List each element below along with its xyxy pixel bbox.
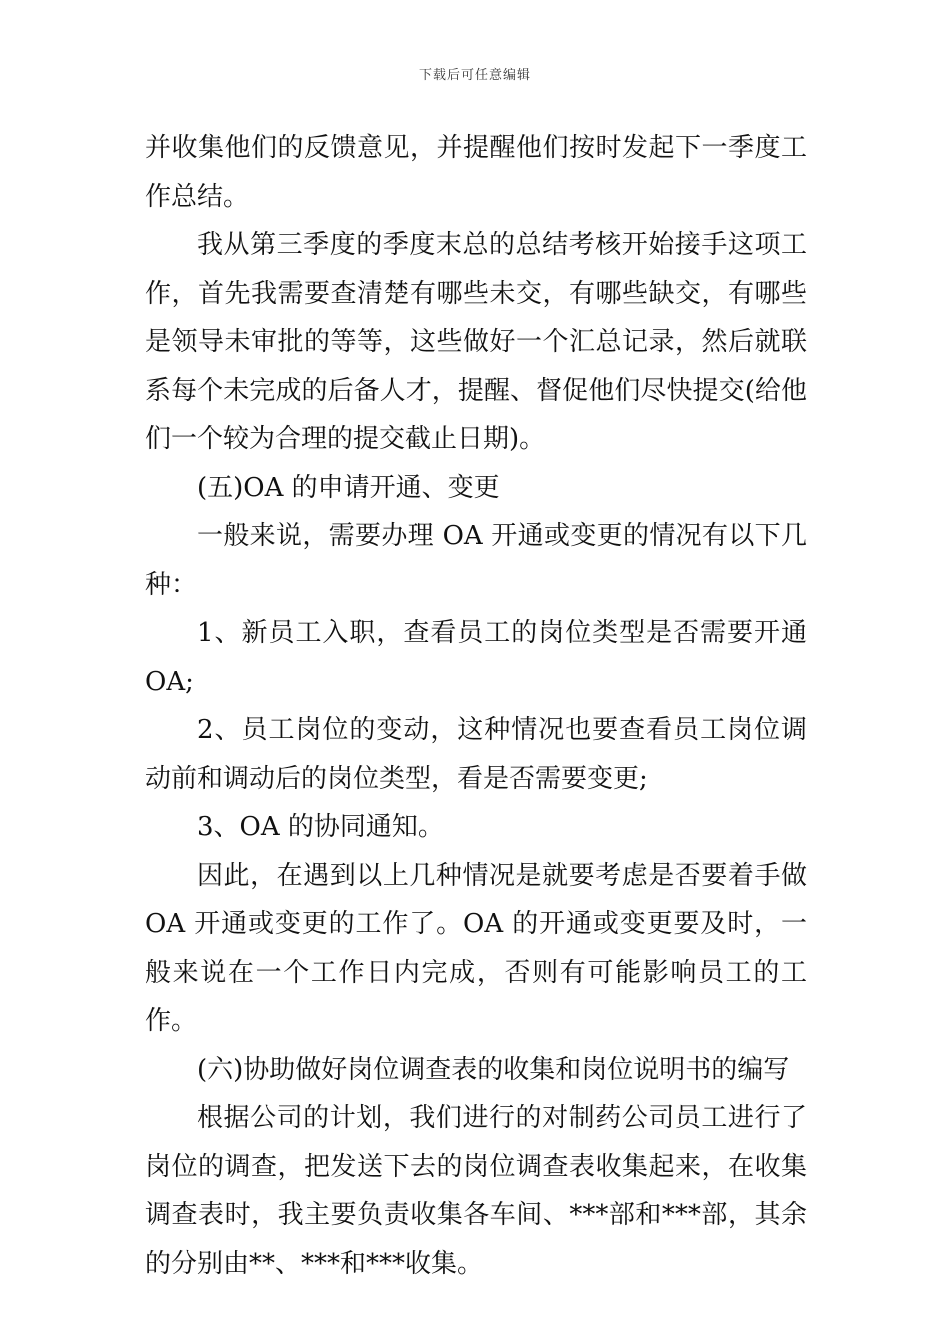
list-item: 1、新员工入职，查看员工的岗位类型是否需要开通OA;	[145, 618, 807, 697]
page-header: 下载后可任意编辑	[418, 68, 531, 83]
section-heading: (五)OA 的申请开通、变更	[197, 472, 500, 503]
document-body	[145, 124, 807, 1288]
paragraph: 一般来说，需要办理 OA 开通或变更的情况有以下几种：	[145, 521, 807, 600]
paragraph: 并收集他们的反馈意见，并提醒他们按时发起下一季度工作总结。	[145, 133, 807, 212]
paragraph: 我从第三季度的季度末总的总结考核开始接手这项工作，首先我需要查清楚有哪些未交，有哪些缺交，有哪些是领导未审批的等等，这些做好一个汇总记录，然后就联系每个未完成的后备人才，提醒、督促他们尽快提交(给他们一个较为合理的提交截止日期)。	[145, 230, 807, 454]
paragraph: 根据公司的计划，我们进行的对制药公司员工进行了岗位的调查，把发送下去的岗位调查表收集起来，在收集调查表时，我主要负责收集各车间、***部和***部，其余的分别由**、***和***收集。	[145, 1103, 807, 1279]
paragraph: 因此，在遇到以上几种情况是就要考虑是否要着手做OA 开通或变更的工作了。OA 的开通或变更要及时，一般来说在一个工作日内完成，否则有可能影响员工的工作。	[145, 860, 807, 1036]
section-heading: (六)协助做好岗位调查表的收集和岗位说明书的编写	[197, 1054, 790, 1085]
list-item: 3、OA 的协同通知。	[197, 812, 444, 842]
list-item: 2、员工岗位的变动，这种情况也要查看员工岗位调动前和调动后的岗位类型，看是否需要变更;	[145, 715, 807, 794]
